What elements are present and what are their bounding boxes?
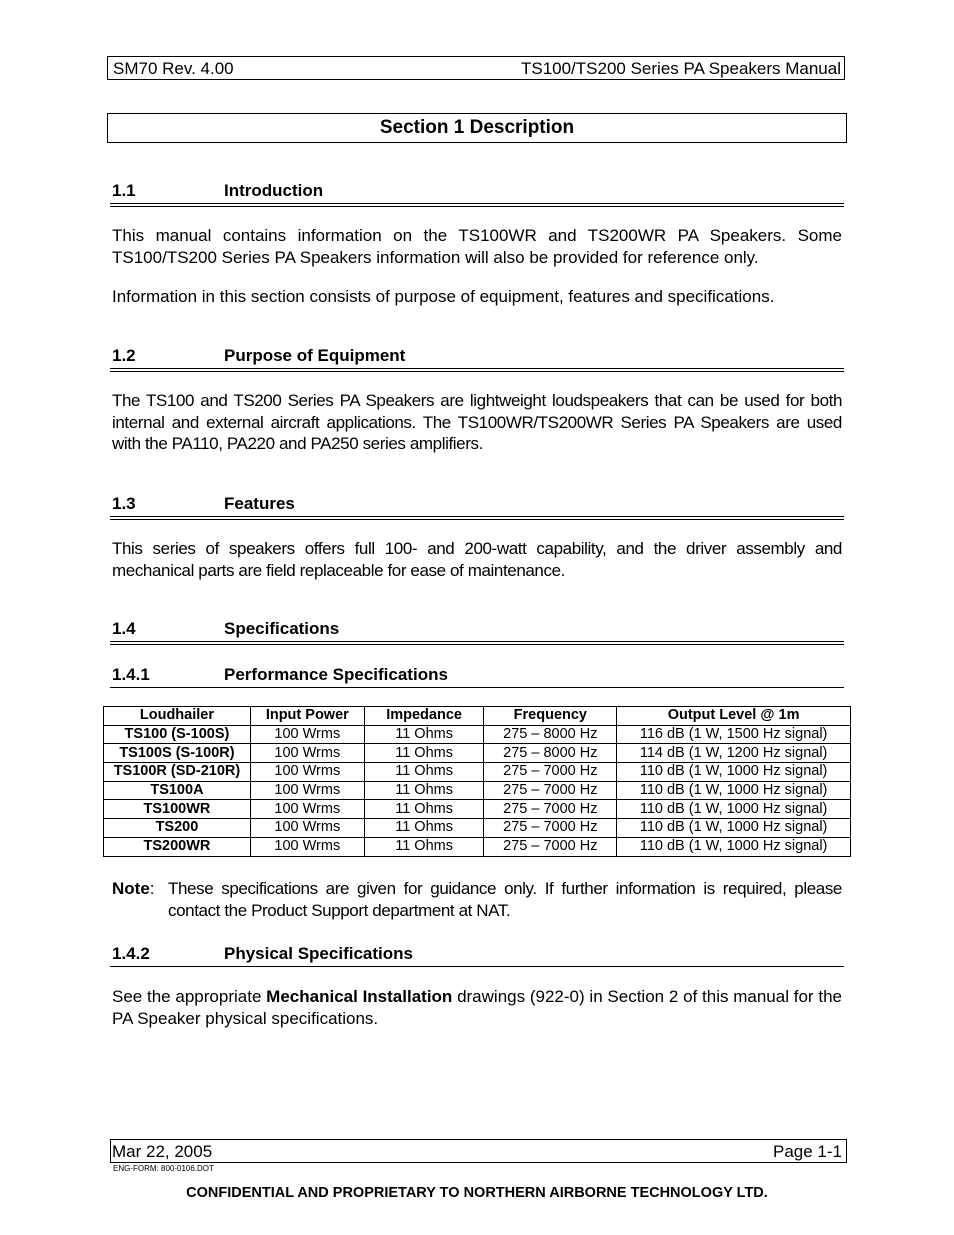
output-level-cell: 110 dB (1 W, 1000 Hz signal) <box>617 763 851 782</box>
frequency-cell: 275 – 7000 Hz <box>484 781 617 800</box>
section-title: Section 1 Description <box>107 113 847 143</box>
impedance-cell: 11 Ohms <box>364 781 484 800</box>
model-cell: TS100R (SD-210R) <box>104 763 251 782</box>
heading-rule <box>110 516 844 520</box>
note-label-text: Note <box>112 879 150 898</box>
output-level-cell: 110 dB (1 W, 1000 Hz signal) <box>617 819 851 838</box>
heading-number-1-2: 1.2 <box>112 346 136 365</box>
heading-purpose: Purpose of Equipment <box>224 346 406 365</box>
confidential-notice: CONFIDENTIAL AND PROPRIETARY TO NORTHERN AIRBORNE TECHNOLOGY LTD. <box>186 1185 768 1201</box>
frequency-cell: 275 – 7000 Hz <box>484 763 617 782</box>
frequency-cell: 275 – 7000 Hz <box>484 800 617 819</box>
column-header: Frequency <box>484 707 617 726</box>
heading-rule <box>110 368 844 372</box>
note-colon: : <box>149 879 155 898</box>
intro-paragraph-1: This manual contains information on the TS100WR and TS200WR PA Speakers. Some TS100/TS200 Series PA Speakers information will also be provided for reference only. <box>112 226 842 267</box>
heading-introduction: Introduction <box>224 181 324 200</box>
table-row <box>104 763 851 782</box>
intro-paragraph-2: Information in this section consists of purpose of equipment, features and specifications. <box>112 287 775 306</box>
table-row <box>104 744 851 763</box>
input-power-cell: 100 Wrms <box>250 763 364 782</box>
heading-rule <box>110 203 844 207</box>
heading-performance-specifications: Performance Specifications <box>224 665 448 684</box>
frequency-cell: 275 – 7000 Hz <box>484 837 617 856</box>
heading-number-1-1: 1.1 <box>112 181 136 200</box>
heading-number-1-4-2: 1.4.2 <box>112 944 150 963</box>
frequency-cell: 275 – 7000 Hz <box>484 819 617 838</box>
frequency-cell: 275 – 8000 Hz <box>484 744 617 763</box>
heading-rule <box>110 641 844 645</box>
output-level-cell: 116 dB (1 W, 1500 Hz signal) <box>617 725 851 744</box>
input-power-cell: 100 Wrms <box>250 725 364 744</box>
physical-paragraph <box>112 986 842 1029</box>
table-row <box>104 837 851 856</box>
heading-number-1-3: 1.3 <box>112 494 136 513</box>
model-cell: TS200WR <box>104 837 251 856</box>
page-number: Page 1-1 <box>773 1142 842 1161</box>
input-power-cell: 100 Wrms <box>250 837 364 856</box>
model-cell: TS100WR <box>104 800 251 819</box>
heading-rule <box>110 687 844 688</box>
input-power-cell: 100 Wrms <box>250 800 364 819</box>
input-power-cell: 100 Wrms <box>250 744 364 763</box>
heading-features: Features <box>224 494 295 513</box>
performance-table <box>103 706 851 857</box>
column-header: Loudhailer <box>104 707 251 726</box>
output-level-cell: 110 dB (1 W, 1000 Hz signal) <box>617 781 851 800</box>
note-text: These specifications are given for guidance only. If further information is required, please contact the Product Support department at NAT. <box>168 879 842 920</box>
model-cell: TS200 <box>104 819 251 838</box>
page-header <box>107 56 845 80</box>
output-level-cell: 110 dB (1 W, 1000 Hz signal) <box>617 837 851 856</box>
impedance-cell: 11 Ohms <box>364 800 484 819</box>
manual-title: TS100/TS200 Series PA Speakers Manual <box>520 59 841 78</box>
impedance-cell: 11 Ohms <box>364 725 484 744</box>
heading-rule <box>110 966 844 967</box>
impedance-cell: 11 Ohms <box>364 837 484 856</box>
page-footer <box>110 1139 847 1163</box>
model-cell: TS100 (S-100S) <box>104 725 251 744</box>
heading-physical-specifications: Physical Specifications <box>224 944 413 963</box>
input-power-cell: 100 Wrms <box>250 819 364 838</box>
form-number: ENG-FORM: 800-0106.DOT <box>113 1164 214 1173</box>
physical-text-end: drawings (922-0) in Section 2 of this manual for the PA Speaker physical specifications. <box>112 987 842 1028</box>
output-level-cell: 110 dB (1 W, 1000 Hz signal) <box>617 800 851 819</box>
column-header: Output Level @ 1m <box>617 707 851 726</box>
document-revision: SM70 Rev. 4.00 <box>113 59 234 78</box>
frequency-cell: 275 – 8000 Hz <box>484 725 617 744</box>
purpose-paragraph: The TS100 and TS200 Series PA Speakers are lightweight loudspeakers that can be used for both internal and external aircraft applications. The TS100WR/TS200WR Series PA Speakers are used with the PA110, PA220 and PA250 series amplifiers. <box>112 391 842 453</box>
impedance-cell: 11 Ohms <box>364 763 484 782</box>
mechanical-installation-reference: Mechanical Installation <box>266 987 453 1006</box>
features-paragraph: This series of speakers offers full 100- and 200-watt capability, and the driver assembly and mechanical parts are field replaceable for ease of maintenance. <box>112 539 842 580</box>
note-label <box>112 878 155 900</box>
input-power-cell: 100 Wrms <box>250 781 364 800</box>
table-row <box>104 819 851 838</box>
table-row <box>104 781 851 800</box>
table-header-row <box>104 707 851 726</box>
table-row <box>104 800 851 819</box>
heading-number-1-4: 1.4 <box>112 619 136 638</box>
model-cell: TS100S (S-100R) <box>104 744 251 763</box>
physical-text-start: See the appropriate <box>112 987 267 1006</box>
column-header: Impedance <box>364 707 484 726</box>
impedance-cell: 11 Ohms <box>364 744 484 763</box>
heading-specifications: Specifications <box>224 619 340 638</box>
footer-date: Mar 22, 2005 <box>112 1142 213 1161</box>
impedance-cell: 11 Ohms <box>364 819 484 838</box>
model-cell: TS100A <box>104 781 251 800</box>
table-row <box>104 725 851 744</box>
output-level-cell: 114 dB (1 W, 1200 Hz signal) <box>617 744 851 763</box>
column-header: Input Power <box>250 707 364 726</box>
heading-number-1-4-1: 1.4.1 <box>112 665 150 684</box>
